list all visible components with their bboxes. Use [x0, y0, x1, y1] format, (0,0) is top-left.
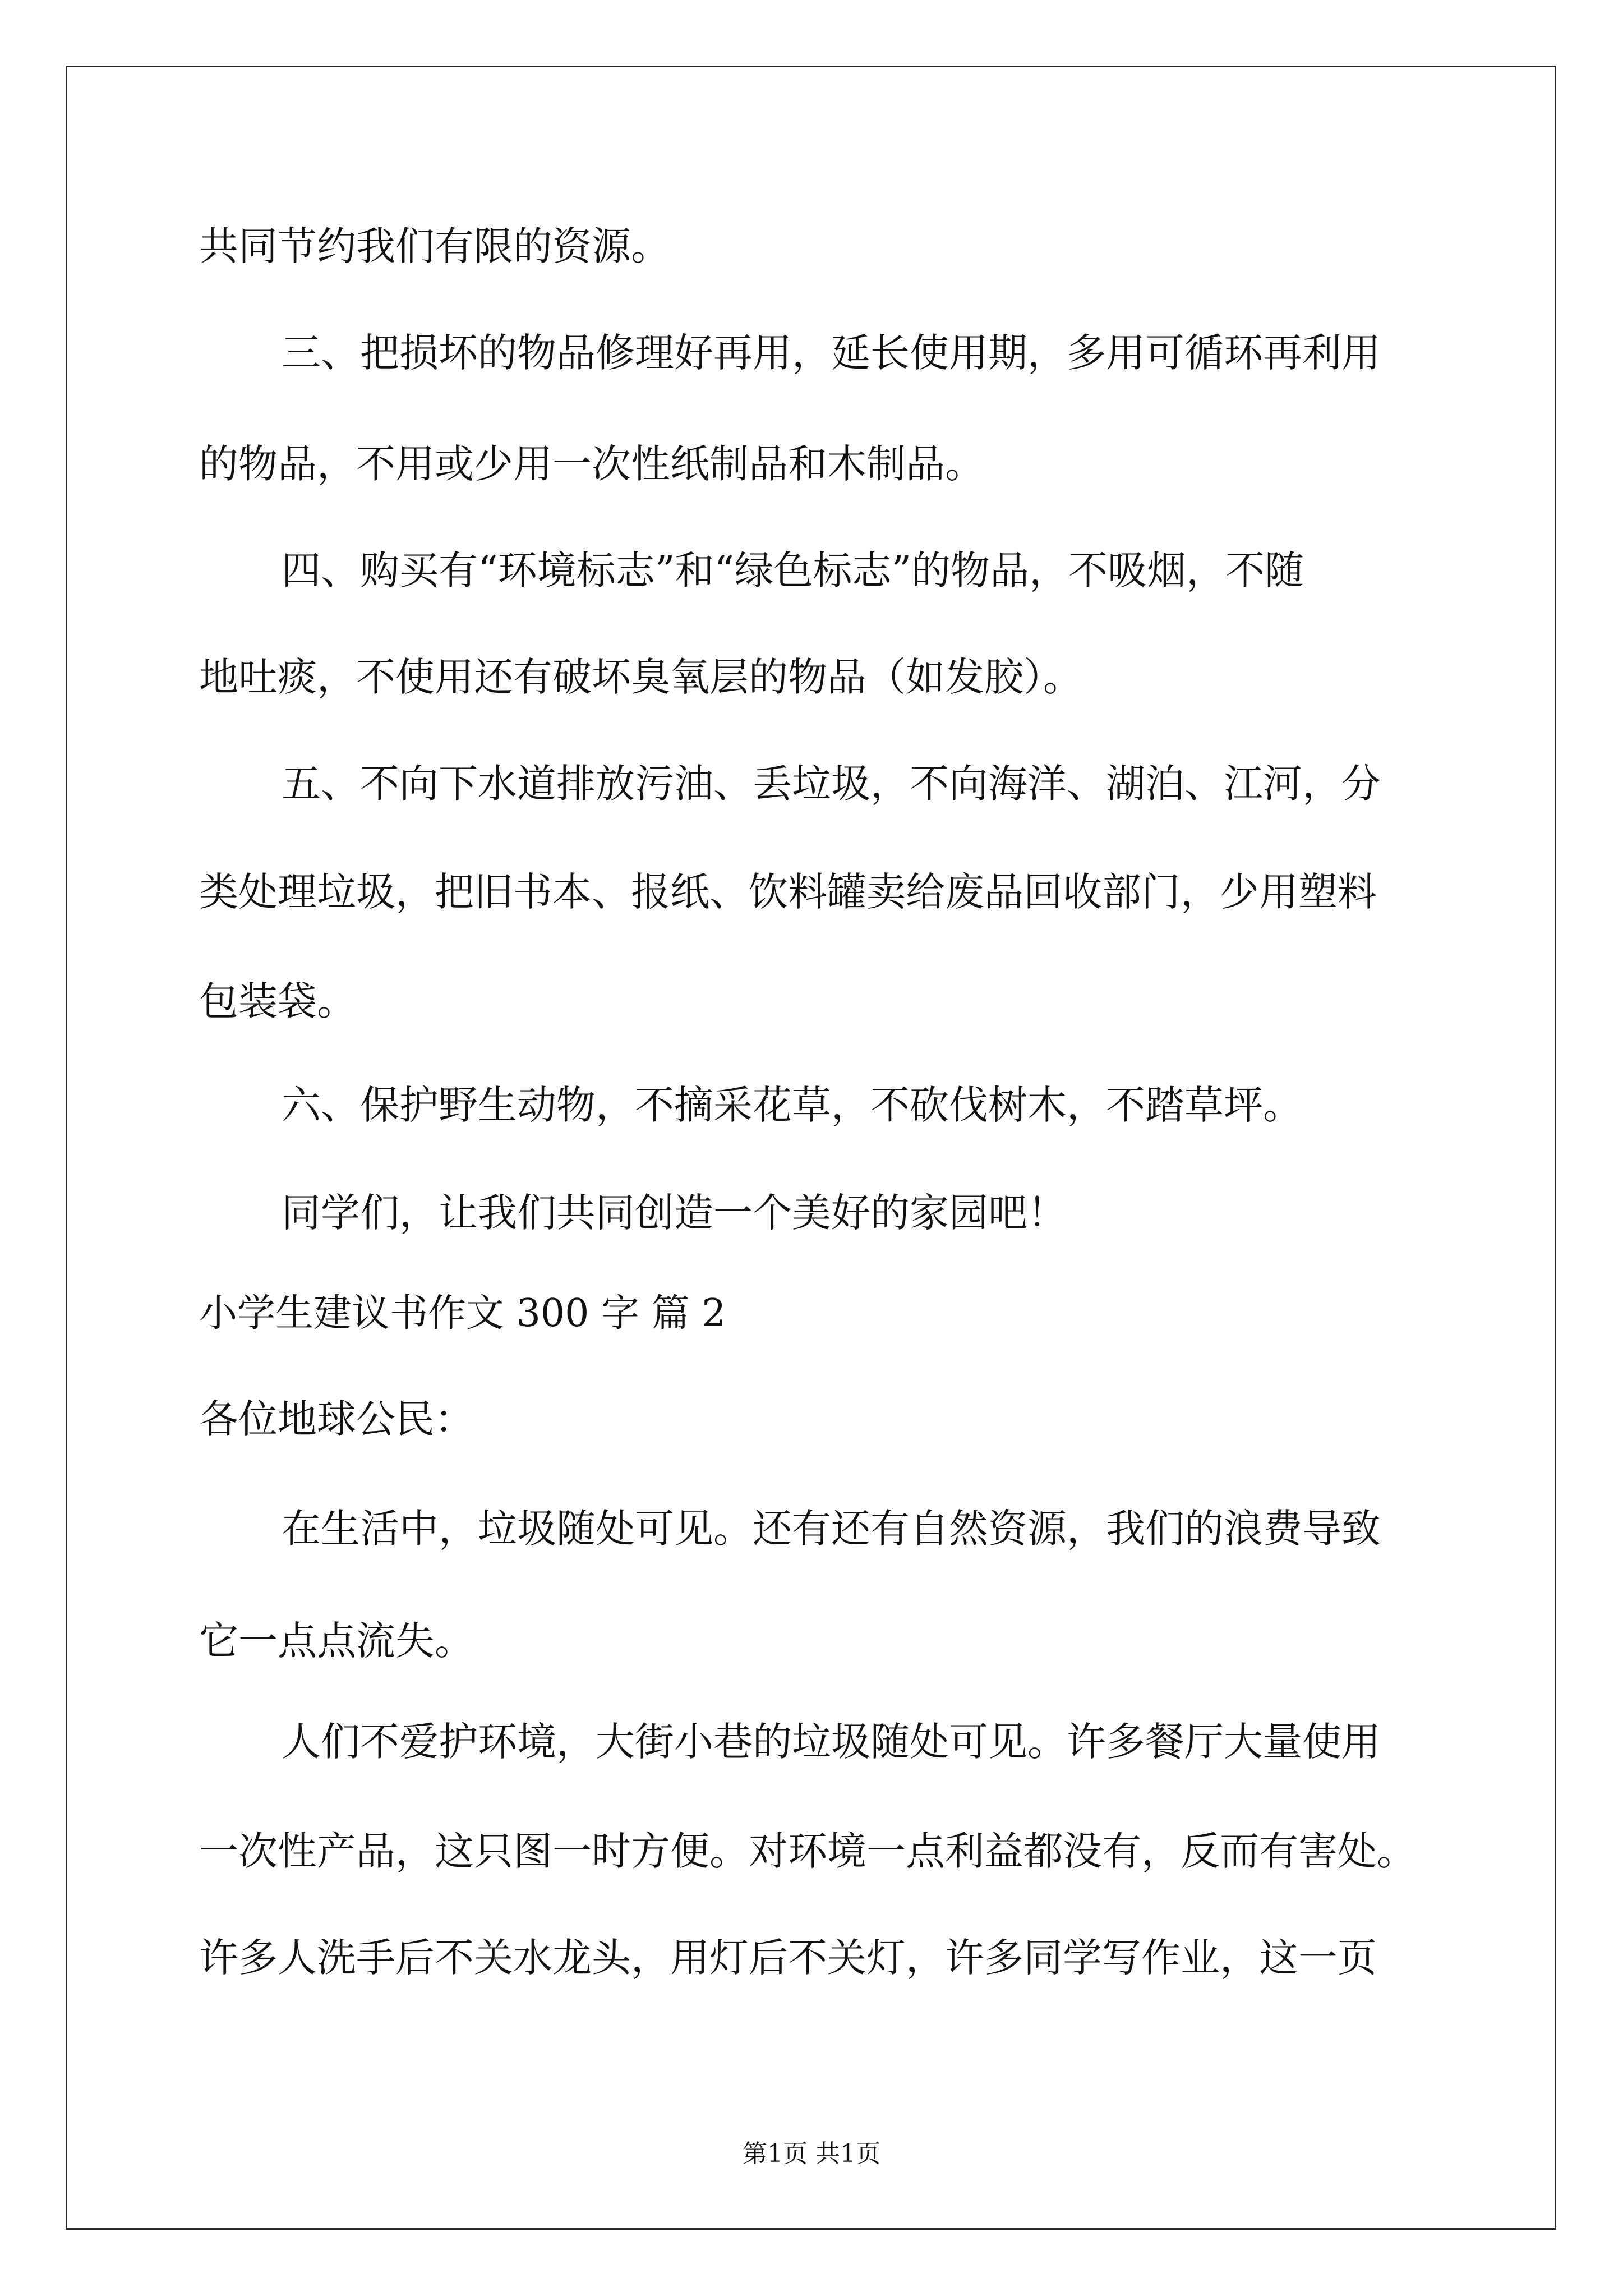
text-line: 类处理垃圾，把旧书本、报纸、饮料罐卖给废品回收部门，少用塑料 [199, 869, 1377, 915]
text-line: 一次性产品，这只图一时方便。对环境一点利益都没有，反而有害处。 [199, 1828, 1416, 1874]
section-heading: 小学生建议书作文 300 字 篇 2 [199, 1291, 726, 1336]
text-line: 三、把损坏的物品修理好再用，延长使用期，多用可循环再利用 [282, 330, 1381, 376]
text-line: 许多人洗手后不关水龙头，用灯后不关灯，许多同学写作业，这一页 [199, 1935, 1377, 1981]
text-line: 四、购买有“环境标志”和“绿色标志”的物品，不吸烟，不随 [282, 547, 1304, 593]
salutation: 各位地球公民： [199, 1396, 474, 1442]
page-footer: 第1页 共1页 [743, 2139, 880, 2168]
text-line: 同学们，让我们共同创造一个美好的家园吧！ [282, 1190, 1067, 1236]
page-border [66, 66, 1556, 2230]
text-line: 在生活中，垃圾随处可见。还有还有自然资源，我们的浪费导致 [282, 1506, 1381, 1552]
text-line: 的物品，不用或少用一次性纸制品和木制品。 [199, 441, 984, 487]
text-line: 共同节约我们有限的资源。 [199, 223, 670, 269]
text-line: 它一点点流失。 [199, 1618, 474, 1664]
text-line: 地吐痰，不使用还有破坏臭氧层的物品（如发胶）。 [199, 654, 1082, 700]
text-line: 包装袋。 [199, 978, 356, 1024]
text-line: 人们不爱护环境，大街小巷的垃圾随处可见。许多餐厅大量使用 [282, 1719, 1381, 1765]
text-line: 六、保护野生动物，不摘采花草，不砍伐树木，不踏草坪。 [282, 1082, 1302, 1128]
text-line: 五、不向下水道排放污油、丢垃圾，不向海洋、湖泊、江河，分 [282, 761, 1381, 807]
